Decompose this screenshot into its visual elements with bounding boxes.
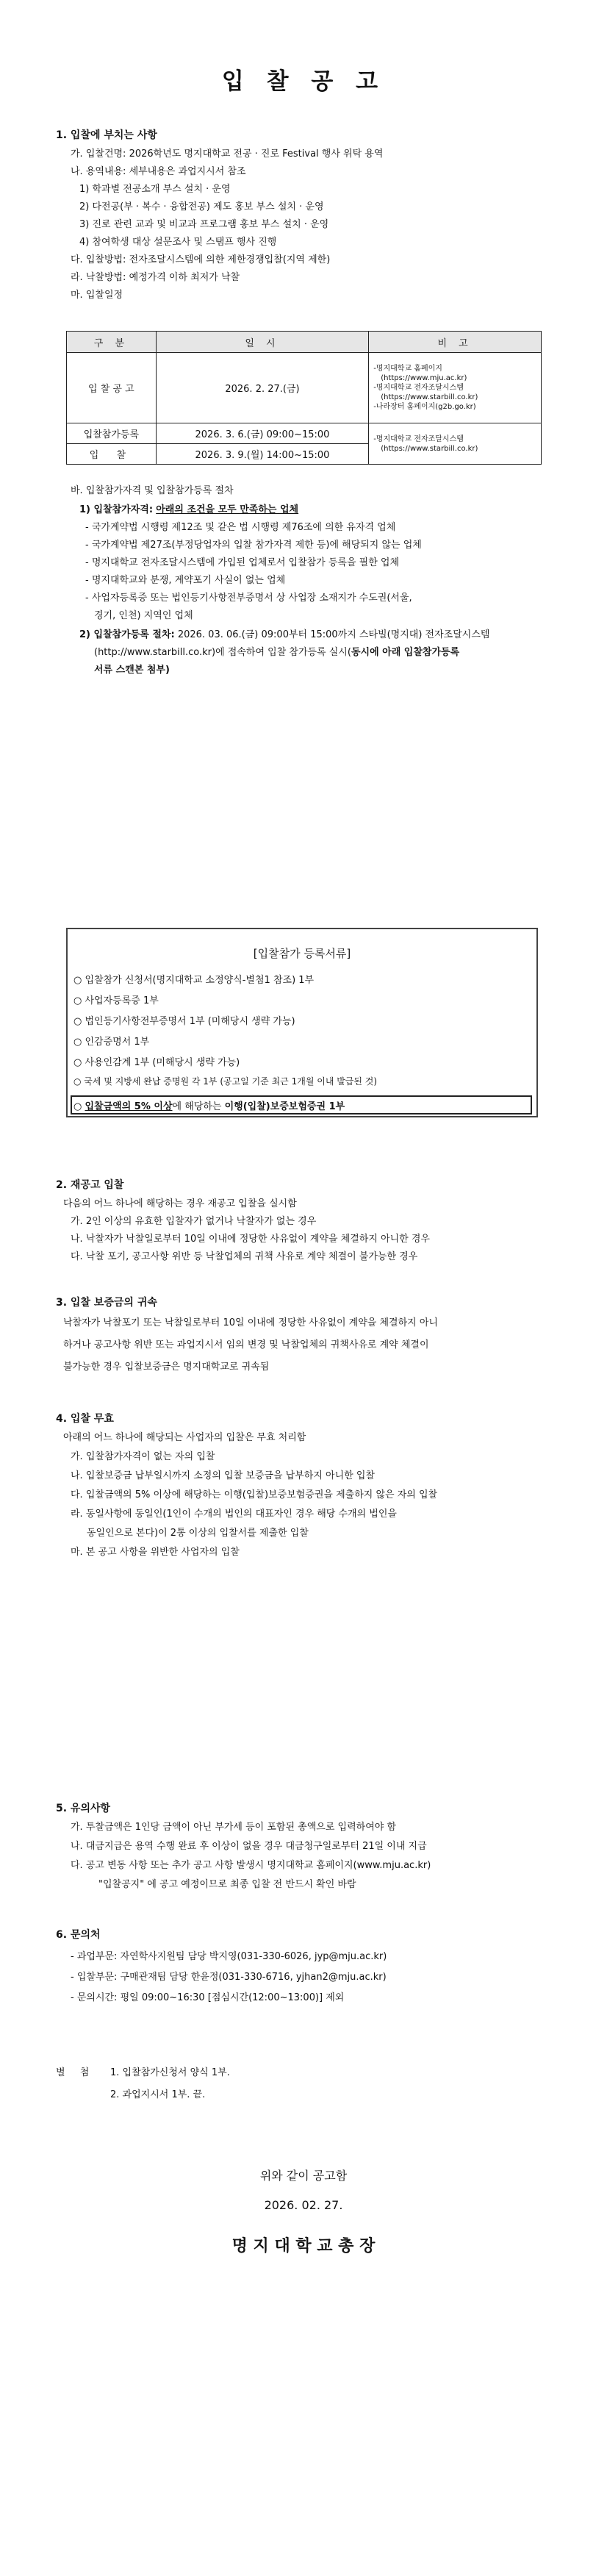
s4-item: 라. 동일사항에 동일인(1인이 수개의 법인의 대표자인 경우 해당 수개의 법인을	[71, 1509, 397, 1520]
table-row	[67, 423, 542, 444]
row-remarks	[369, 423, 542, 465]
bullet: ○	[73, 1101, 85, 1112]
attachment-item: 1. 입찰참가신청서 양식 1부.	[110, 2067, 230, 2078]
section-2-heading: 2. 재공고 입찰	[56, 1179, 124, 1191]
s1-service-item: 4) 참여학생 대상 설문조사 및 스탬프 행사 진행	[79, 237, 277, 248]
percentage-text: 입찰금액의 5% 이상	[85, 1101, 173, 1112]
s2-intro: 다음의 어느 하나에 해당하는 경우 재공고 입찰을 실시함	[63, 1198, 297, 1209]
remark-line: -나라장터 홈페이지(g2b.go.kr)	[373, 403, 476, 411]
section-1-heading: 1. 입찰에 부치는 사항	[56, 129, 157, 141]
bid-schedule-table	[66, 331, 542, 465]
registration-text: (http://www.starbill.co.kr)에 접속하여 입찰 참가등록 실시(	[94, 647, 351, 658]
remark-link: (https://www.starbill.co.kr)	[381, 393, 478, 401]
document-item: ○ 인감증명서 1부	[73, 1037, 150, 1048]
row-date: 2026. 3. 6.(금) 09:00~15:00	[156, 423, 368, 444]
attachment-item: 2. 과업지시서 1부. 끝.	[110, 2089, 206, 2100]
row-label: 입 찰	[67, 444, 157, 465]
announcement-date: 2026. 02. 27.	[264, 2198, 343, 2212]
registration-documents-box	[66, 928, 538, 1117]
signer-name: 명 지 대 학 교 총 장	[231, 2237, 376, 2255]
remark-link: (https://www.mju.ac.kr)	[381, 374, 467, 382]
row-date: 2026. 3. 9.(월) 14:00~15:00	[156, 444, 368, 465]
header-datetime: 일 시	[156, 332, 368, 353]
qualification-item: - 사업자등록증 또는 법인등기사항전부증명서 상 사업장 소재지가 수도권(서울,	[85, 593, 412, 604]
document-item-highlighted	[73, 1098, 345, 1112]
s4-item: 가. 입찰참가자격이 없는 자의 입찰	[71, 1451, 215, 1462]
qualification-item: - 국가계약법 제27조(부정당업자의 입찰 참가자격 제한 등)에 해당되지 않는 업체	[85, 540, 422, 551]
qualification-item: 경기, 인천) 지역인 업체	[94, 610, 193, 621]
section-6-heading: 6. 문의처	[56, 1929, 101, 1941]
header-remarks: 비 고	[369, 332, 542, 353]
remark-line: -명지대학교 전자조달시스템	[373, 384, 464, 392]
remark-link: (https://www.starbill.co.kr)	[381, 444, 478, 453]
s1-qualification-heading: 바. 입찰참가자격 및 입찰참가등록 절차	[71, 485, 234, 496]
document-item: ○ 사용인감계 1부 (미해당시 생략 가능)	[73, 1057, 240, 1068]
s4-intro: 아래의 어느 하나에 해당되는 사업자의 입찰은 무효 처리함	[63, 1432, 306, 1443]
s1-registration-cont	[94, 647, 459, 659]
table-row	[67, 353, 542, 423]
qualification-label: 1) 입찰참가자격:	[79, 504, 154, 515]
document-item: ○ 사업자등록증 1부	[73, 995, 159, 1006]
attachment-label: 별 첨	[56, 2067, 96, 2078]
s3-line: 낙찰자가 낙찰포기 또는 낙찰일로부터 10일 이내에 정당한 사유없이 계약을 체결하지 아니	[63, 1317, 438, 1328]
s4-item: 동일인으로 본다)이 2통 이상의 입찰서를 제출한 입찰	[87, 1528, 309, 1539]
s1-project-name: 가. 입찰건명: 2026학년도 명지대학교 전공 · 진로 Festival 행사 위탁 용역	[71, 149, 384, 160]
guarantee-text: 이행(입찰)보증보험증권 1부	[224, 1101, 345, 1112]
document-text: 에 해당하는	[172, 1101, 225, 1112]
s1-service-item: 1) 학과별 전공소개 부스 설치 · 운영	[79, 184, 231, 195]
s5-item: "입찰공지" 에 공고 예정이므로 최종 입찰 전 반드시 확인 바람	[98, 1879, 356, 1890]
document-item: ○ 입찰참가 신청서(명지대학교 소정양식-별첨1 참조) 1부	[73, 975, 315, 986]
table-header-row	[67, 332, 542, 353]
page-title: 입 찰 공 고	[221, 68, 386, 95]
s1-registration-cont: 서류 스캔본 첨부)	[94, 665, 170, 676]
s1-service-item: 2) 다전공(부 · 복수 · 융합전공) 제도 홍보 부스 설치 · 운영	[79, 201, 324, 212]
document-item: ○ 법인등기사항전부증명서 1부 (미해당시 생략 가능)	[73, 1016, 295, 1027]
section-4-heading: 4. 입찰 무효	[56, 1413, 114, 1425]
remark-line: -명지대학교 전자조달시스템	[373, 434, 464, 443]
qualification-item: - 명지대학교와 분쟁, 계약포기 사실이 없는 업체	[85, 575, 286, 586]
s5-item: 가. 투찰금액은 1인당 금액이 아닌 부가세 등이 포함된 총액으로 입력하여야 함	[71, 1822, 397, 1833]
row-label: 입찰참가등록	[67, 423, 157, 444]
row-label: 입 찰 공 고	[67, 353, 157, 423]
row-date: 2026. 2. 27.(금)	[156, 353, 368, 423]
s4-item: 마. 본 공고 사항을 위반한 사업자의 입찰	[71, 1547, 240, 1558]
s4-item: 나. 입찰보증금 납부일시까지 소정의 입찰 보증금을 납부하지 아니한 입찰	[71, 1470, 375, 1481]
s2-item: 가. 2인 이상의 유효한 입찰자가 없거나 낙찰자가 없는 경우	[71, 1216, 317, 1227]
s4-item: 다. 입찰금액의 5% 이상에 해당하는 이행(입찰)보증보험증권을 제출하지 않은 자의 입찰	[71, 1489, 438, 1500]
s1-service-item: 3) 진로 관련 교과 및 비교과 프로그램 홍보 부스 설치 · 운영	[79, 219, 329, 230]
s1-award-method: 라. 낙찰방법: 예정가격 이하 최저가 낙찰	[71, 272, 240, 283]
registration-label: 2) 입찰참가등록 절차:	[79, 629, 175, 640]
s1-qualification	[79, 504, 298, 516]
s3-line: 하거나 공고사항 위반 또는 과업지시서 임의 변경 및 낙찰업체의 귀책사유로 계약 체결이	[63, 1339, 429, 1350]
qualification-condition: 아래의 조건을 모두 만족하는 업체	[156, 504, 299, 515]
registration-emphasis: 동시에 아래 입찰참가등록	[351, 647, 460, 658]
qualification-item: - 국가계약법 시행령 제12조 및 같은 법 시행령 제76조에 의한 유자격 업체	[85, 522, 396, 533]
qualification-item: - 명지대학교 전자조달시스템에 가입된 업체로서 입찰참가 등록을 필한 업체	[85, 557, 400, 568]
s1-registration	[79, 629, 489, 641]
section-5-heading: 5. 유의사항	[56, 1803, 111, 1814]
header-category: 구 분	[67, 332, 157, 353]
contact-item: - 과업부문: 자연학사지원팀 담당 박지영(031-330-6026, jyp@mju.ac.kr)	[71, 1951, 387, 1962]
closing-statement: 위와 같이 공고함	[259, 2169, 348, 2183]
s2-item: 다. 낙찰 포기, 공고사항 위반 등 낙찰업체의 귀책 사유로 계약 체결이 불가능한 경우	[71, 1251, 418, 1262]
registration-text: 2026. 03. 06.(금) 09:00부터 15:00까지 스타빌(명지대) 전자조달시스템	[174, 629, 490, 640]
s2-item: 나. 낙찰자가 낙찰일로부터 10일 이내에 정당한 사유없이 계약을 체결하지 아니한 경우	[71, 1234, 430, 1245]
row-remarks	[369, 353, 542, 423]
s1-schedule-label: 마. 입찰일정	[71, 290, 123, 301]
remark-line: -명지대학교 홈페이지	[373, 365, 442, 373]
document-item: ○ 국세 및 지방세 완납 증명원 각 1부 (공고일 기준 최근 1개월 이내 발급된 것)	[73, 1076, 378, 1087]
s1-bid-method: 다. 입찰방법: 전자조달시스템에 의한 제한경쟁입찰(지역 제한)	[71, 254, 331, 265]
documents-box-title: [입찰참가 등록서류]	[253, 947, 351, 960]
contact-item: - 문의시간: 평일 09:00~16:30 [점심시간(12:00~13:00)] 제외	[71, 1992, 345, 2003]
s5-item: 나. 대금지급은 용역 수행 완료 후 이상이 없을 경우 대금청구일로부터 21일 이내 지급	[71, 1841, 427, 1852]
s1-service-content: 나. 용역내용: 세부내용은 과업지시서 참조	[71, 166, 246, 177]
s3-line: 불가능한 경우 입찰보증금은 명지대학교로 귀속됨	[63, 1362, 270, 1373]
contact-item: - 입찰부문: 구매관재팀 담당 한윤정(031-330-6716, yjhan2@mju.ac.kr)	[71, 1972, 387, 1983]
s5-item: 다. 공고 변동 사항 또는 추가 공고 사항 발생시 명지대학교 홈페이지(www.mju.ac.kr)	[71, 1860, 431, 1871]
section-3-heading: 3. 입찰 보증금의 귀속	[56, 1297, 157, 1309]
